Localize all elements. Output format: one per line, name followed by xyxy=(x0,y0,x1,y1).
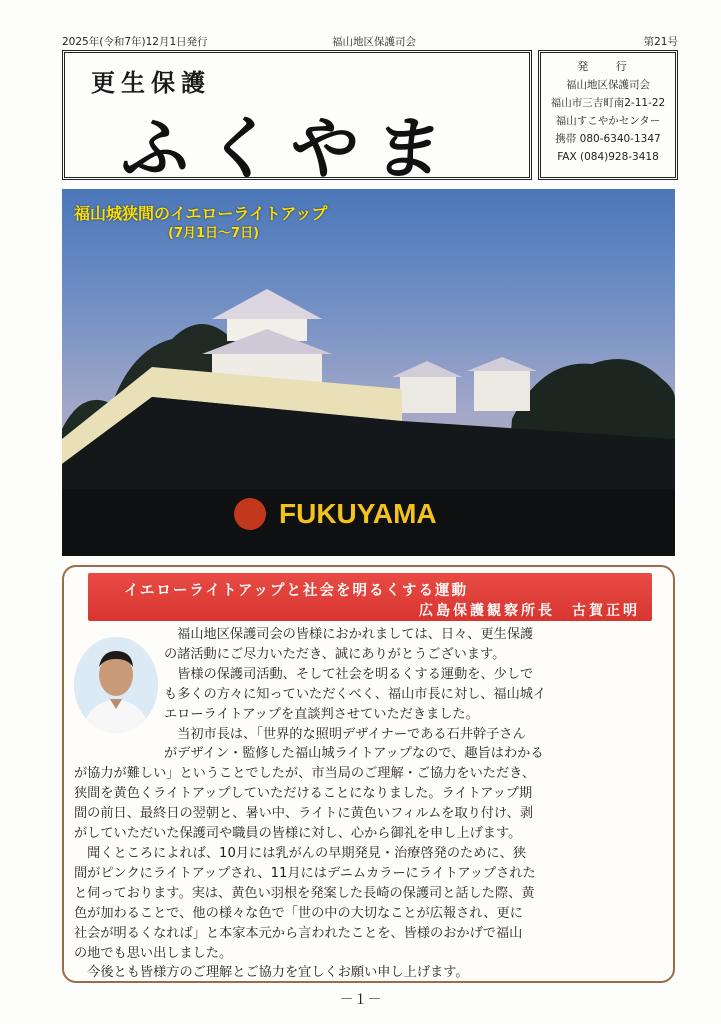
publisher-center: 福山すこやかセンター xyxy=(555,115,661,127)
photo-caption: 福山城狭間のイエローライトアップ xyxy=(74,204,328,223)
issue-number: 第21号 xyxy=(643,36,678,48)
article-line: の地でも思い出しました。 xyxy=(74,945,233,961)
photo-dates: (7月1日～7日) xyxy=(168,226,260,241)
article-line: 皆様の保護司活動、そして社会を明るくする運動を、少しで xyxy=(164,666,534,682)
article-line: の諸活動にご尽力いただき、誠にありがとうございます。 xyxy=(164,646,506,662)
article-line: 当初市長は、「世界的な照明デザイナーである石井幹子さん xyxy=(164,726,526,742)
masthead-subtitle: 更生保護 xyxy=(91,68,211,97)
article-line: 今後とも皆様方のご理解とご協力を宜しくお願い申し上げます。 xyxy=(74,965,469,981)
article-author: 広島保護観察所長 古賀正明 xyxy=(419,603,640,619)
castle-illustration xyxy=(62,189,675,556)
article-line: 福山地区保護司会の皆様におかれましては、日々、更生保護 xyxy=(164,627,534,642)
article-line: エローライトアップを直談判させていただきました。 xyxy=(164,706,479,722)
fukuyama-sign: FUKUYAMA xyxy=(279,498,437,529)
article-line: 狭間を黄色くライトアップしていただけることになりました。ライトアップ期 xyxy=(74,786,533,802)
masthead xyxy=(62,50,532,189)
issue-header xyxy=(62,34,678,48)
page-number: －１－ xyxy=(339,992,382,1008)
publisher-mobile: 携帯 080-6340-1347 xyxy=(555,133,661,145)
article-banner xyxy=(88,573,652,621)
article-line: が協力が難しい」ということでしたが、市当局のご理解・ご協力をいただき、 xyxy=(74,766,536,782)
article-line: がデザイン・監修した福山城ライトアップなので、趣旨はわかる xyxy=(164,746,544,762)
publisher-fax: FAX (084)928-3418 xyxy=(557,151,659,163)
article-line: も多くの方々に知っていただくべく、福山市長に対し、福山城イ xyxy=(164,686,547,702)
article-line: 間がピンクにライトアップされ、11月にはデニムカラーにライトアップされた xyxy=(74,865,536,881)
article-body xyxy=(74,625,672,983)
article-line: 間の前日、最終日の翌朝と、暑い中、ライトに黄色いフィルムを取り付け、剥 xyxy=(74,806,534,822)
castle-photo xyxy=(62,189,675,556)
article-line: 色が加わることで、他の様々な色で「世の中の大切なことが広報され、更に xyxy=(74,905,523,921)
masthead-title: ふくやま xyxy=(118,109,463,189)
article-line: がしていただいた保護司や職員の皆様に対し、心から御礼を申し上げます。 xyxy=(74,826,522,842)
article-box xyxy=(62,565,675,983)
article-line: と伺っております。実は、黄色い羽根を発案した長崎の保護司と話した際、黄 xyxy=(74,885,535,901)
publisher-label: 発 行 xyxy=(577,60,639,73)
article-line: 社会が明るくなれば」と本家本元から言われたことを、皆様のおかげで福山 xyxy=(74,925,523,941)
association-name: 福山地区保護司会 xyxy=(332,36,416,48)
publisher-box xyxy=(538,50,678,180)
article-line: 聞くところによれば、10月には乳がんの早期発見・治療啓発のために、狭 xyxy=(74,845,526,861)
publisher-address: 福山市三吉町南2-11-22 xyxy=(550,97,666,109)
article-title: イエローライトアップと社会を明るくする運動 xyxy=(124,583,469,599)
issue-date: 2025年(令和7年)12月1日発行 xyxy=(62,36,208,48)
publisher-name: 福山地区保護司会 xyxy=(566,79,650,91)
